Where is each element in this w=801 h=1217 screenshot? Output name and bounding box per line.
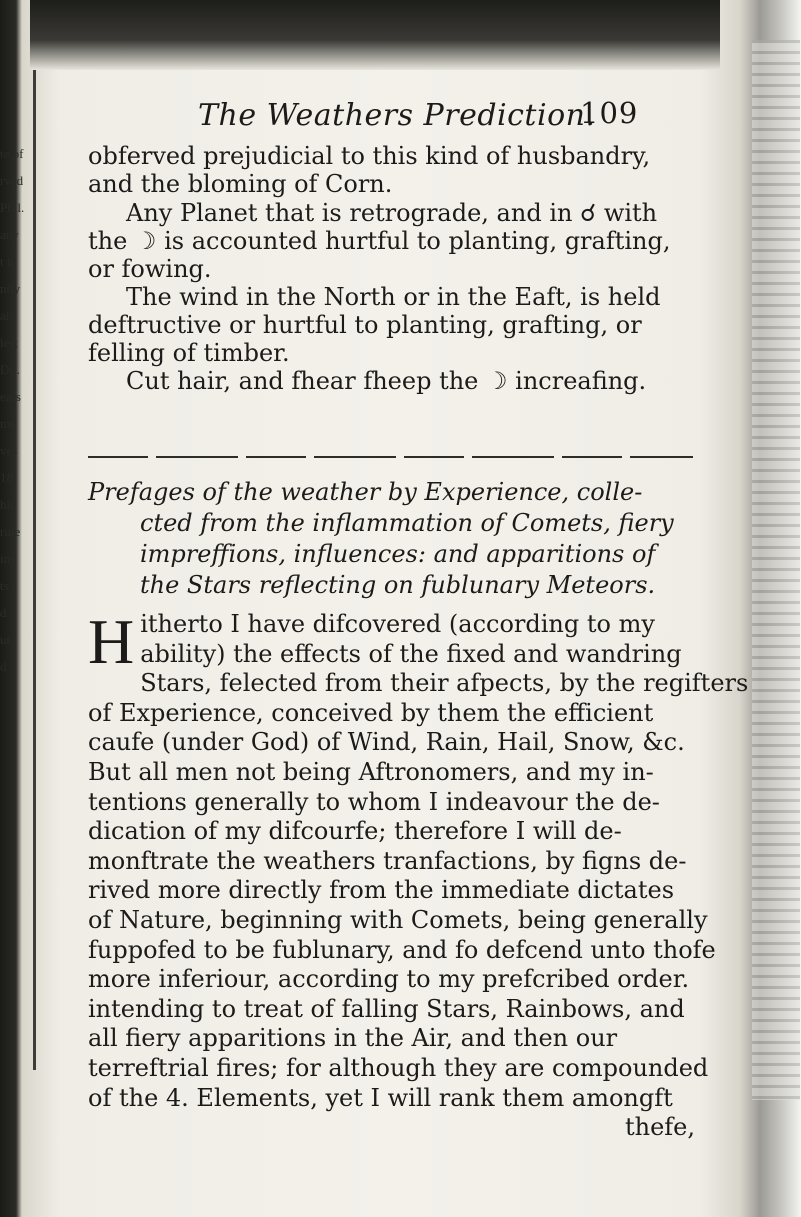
margin-fragment: rved bbox=[0, 173, 24, 188]
margin-fragment: d bbox=[0, 605, 7, 620]
text-line: ability) the effects of the fixed and wandring bbox=[140, 639, 682, 668]
text-line: of the 4. Elements, yet I will rank them amongft bbox=[88, 1083, 673, 1112]
book-page bbox=[48, 82, 748, 1172]
text-line: deftructive or hurtful to planting, grafting, or bbox=[88, 311, 642, 339]
text-line: But all men not being Aftronomers, and my in- bbox=[88, 757, 654, 786]
margin-fragment: les; bbox=[0, 335, 19, 350]
text-line: Any Planet that is retrograde, and in ☌ with bbox=[126, 199, 658, 227]
margin-fragment: Dit. bbox=[0, 362, 20, 377]
margin-fragment: his bbox=[0, 497, 16, 512]
text-line: Stars, felected from their afpects, by the regifters bbox=[140, 669, 749, 698]
margin-fragment: Phil. bbox=[0, 200, 25, 215]
text-line: monftrate the weathers tranfactions, by figns de- bbox=[88, 846, 687, 875]
margin-fragment: me bbox=[0, 416, 16, 431]
margin-fragment: d bbox=[0, 659, 7, 674]
adjacent-page-edge bbox=[752, 40, 800, 1100]
text-line: terreftrial fires; for although they are compounded bbox=[88, 1053, 709, 1082]
margin-fragment: te of bbox=[0, 146, 24, 161]
text-line: itherto I have difcovered (according to my bbox=[140, 610, 655, 638]
top-paragraph bbox=[88, 142, 708, 198]
margin-fragment: ts bbox=[0, 578, 9, 593]
text-line: of Experience, conceived by them the efficient bbox=[88, 698, 654, 727]
text-line: of Nature, beginning with Comets, being generally bbox=[88, 905, 708, 934]
planet-paragraph bbox=[88, 199, 708, 283]
text-line: all fiery apparitions in the Air, and then our bbox=[88, 1024, 618, 1053]
margin-fragment: any bbox=[0, 227, 19, 242]
text-line: caufe (under God) of Wind, Rain, Hail, Snow, &c. bbox=[88, 728, 685, 757]
margin-fragment: ntly bbox=[0, 281, 21, 296]
margin-fragment: ing bbox=[0, 551, 17, 566]
page-gutter bbox=[33, 70, 36, 1070]
heading-line: impreffions, influences: and apparitions of bbox=[140, 540, 656, 568]
text-line: and the bloming of Corn. bbox=[88, 170, 393, 198]
heading-line: the Stars reflecting on fublunary Meteors. bbox=[140, 571, 656, 599]
body-text bbox=[88, 606, 749, 1143]
margin-fragment: ves bbox=[0, 443, 18, 458]
text-line: Cut hair, and fhear fheep the ☽ increafing. bbox=[126, 367, 647, 395]
text-line: obferved prejudicial to this kind of husbandry, bbox=[88, 142, 651, 170]
margin-fragment: ut bbox=[0, 632, 11, 647]
book-top-shadow bbox=[30, 0, 720, 70]
text-line: thefe, bbox=[624, 1113, 695, 1142]
margin-fragment: rule bbox=[0, 524, 21, 539]
text-line: intending to treat of falling Stars, Rainbows, and bbox=[88, 994, 685, 1023]
text-line: more inferiour, according to my prefcribed order. bbox=[88, 965, 690, 994]
running-head: The Weathers Prediction. bbox=[198, 98, 596, 133]
text-line: rived more directly from the immediate dictates bbox=[88, 876, 675, 905]
text-line: fuppofed to be fublunary, and fo defcend unto thofe bbox=[88, 935, 716, 964]
text-line: or fowing. bbox=[88, 255, 212, 283]
section-rule bbox=[88, 456, 693, 458]
text-line: felling of timber. bbox=[88, 339, 290, 367]
heading-line: cted from the inflammation of Comets, fiery bbox=[140, 509, 674, 537]
facing-page-fragments bbox=[0, 140, 30, 1010]
text-line: tentions generally to whom I indeavour the de- bbox=[88, 787, 660, 816]
page-number: 109 bbox=[580, 96, 639, 130]
hair-paragraph bbox=[88, 367, 708, 395]
text-line: dication of my difcourfe; therefore I will de- bbox=[88, 817, 622, 846]
drop-cap: H bbox=[88, 606, 135, 677]
margin-fragment: all bbox=[0, 308, 13, 323]
margin-fragment: 18. bbox=[0, 470, 17, 485]
text-line: The wind in the North or in the Eaft, is held bbox=[126, 283, 661, 311]
margin-fragment: ears bbox=[0, 389, 21, 404]
section-heading bbox=[88, 477, 718, 601]
margin-fragment: t to bbox=[0, 254, 17, 269]
text-line: the ☽ is accounted hurtful to planting, grafting, bbox=[88, 227, 671, 255]
heading-line: Prefages of the weather by Experience, colle- bbox=[88, 478, 643, 506]
wind-paragraph bbox=[88, 283, 708, 367]
